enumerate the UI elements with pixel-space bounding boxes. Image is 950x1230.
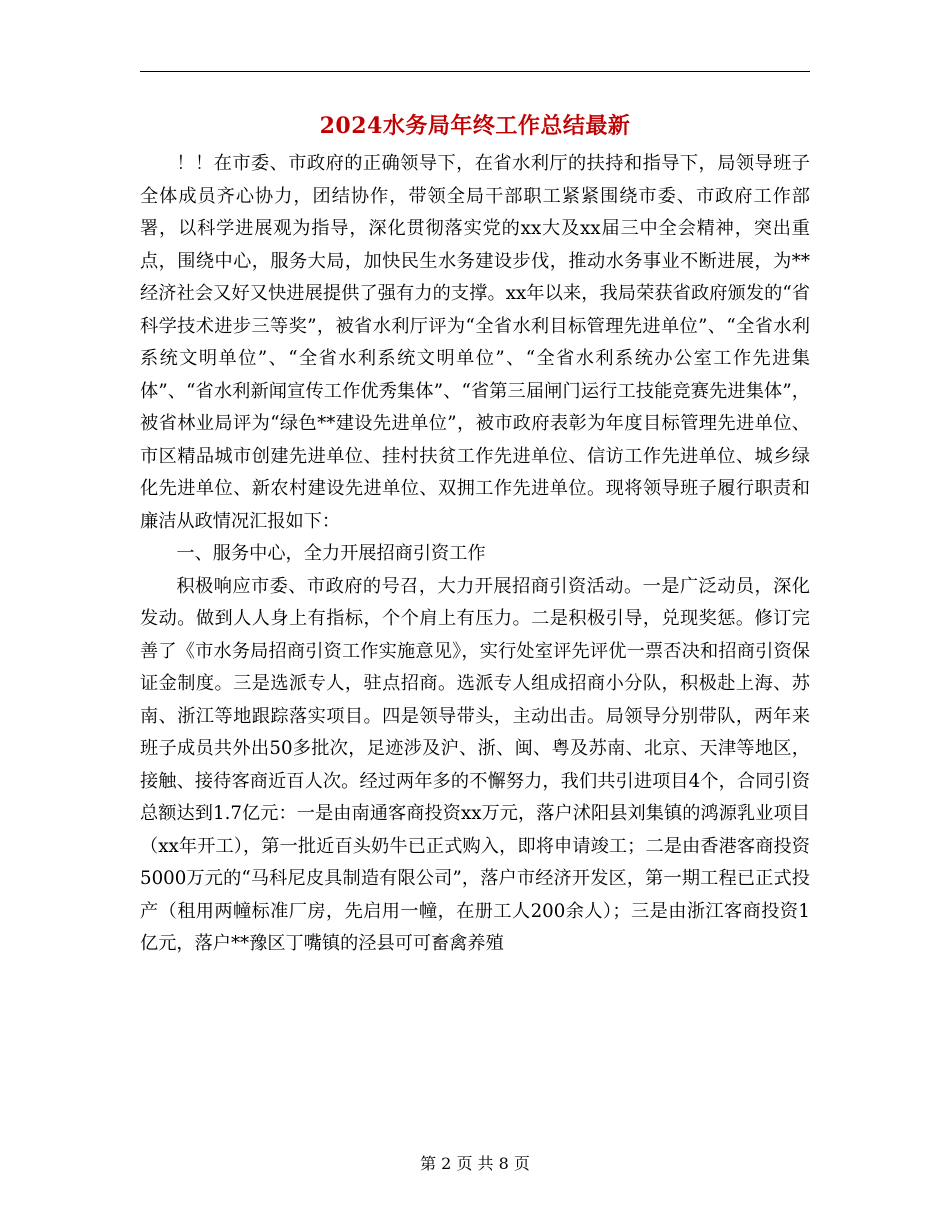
- body-paragraph: 积极响应市委、市政府的号召，大力开展招商引资活动。一是广泛动员，深化发动。做到人人身上有指标，个个肩上有压力。二是积极引导，兑现奖惩。修订完善了《市水务局招商引资工作实施意见》，实行处室评先评优一票否决和招商引资保证金制度。三是选派专人，驻点招商。选派专人组成招商小分队，积极赴上海、苏南、浙江等地跟踪落实项目。四是领导带头，主动出击。局领导分别带队，两年来班子成员共外出50多批次，足迹涉及沪、浙、闽、粤及苏南、北京、天津等地区，接触、接待客商近百人次。经过两年多的不懈努力，我们共引进项目4个，合同引资总额达到1.7亿元：一是由南通客商投资xx万元，落户沭阳县刘集镇的鸿源乳业项目（xx年开工），第一批近百头奶牛已正式购入，即将申请竣工；二是由香港客商投资5000万元的“马科尼皮具制造有限公司”，落户市经济开发区，第一期工程已正式投产（租用两幢标准厂房，先启用一幢，在册工人200余人）；三是由浙江客商投资1亿元，落户**豫区丁嘴镇的泾县可可畜禽养殖: [140, 575, 810, 954]
- intro-paragraph: ！！在市委、市政府的正确领导下，在省水利厅的扶持和指导下，局领导班子全体成员齐心协力，团结协作，带领全局干部职工紧紧围绕市委、市政府工作部署，以科学进展观为指导，深化贯彻落实党的xx大及xx届三中全会精神，突出重点，围绕中心，服务大局，加快民生水务建设步伐，推动水务事业不断进展，为**经济社会又好又快进展提供了强有力的支撑。xx年以来，我局荣获省政府颁发的“省科学技术进步三等奖”，被省水利厅评为“全省水利目标管理先进单位”、“全省水利系统文明单位”、“全省水利系统文明单位”、“全省水利系统办公室工作先进集体”、“省水利新闻宣传工作优秀集体”、“省第三届闸门运行工技能竞赛先进集体”，被省林业局评为“绿色**建设先进单位”，被市政府表彰为年度目标管理先进单位、市区精品城市创建先进单位、挂村扶贫工作先进单位、信访工作先进单位、城乡绿化先进单位、新农村建设先进单位、双拥工作先进单位。现将领导班子履行职责和廉洁从政情况汇报如下：: [140, 153, 810, 532]
- page-number-footer: 第 2 页 共 8 页: [420, 1154, 530, 1173]
- document-body: [140, 148, 810, 961]
- document-title: 2024水务局年终工作总结最新: [319, 113, 631, 139]
- header-rule: [140, 71, 810, 72]
- section-heading: 一、服务中心，全力开展招商引资工作: [176, 543, 486, 564]
